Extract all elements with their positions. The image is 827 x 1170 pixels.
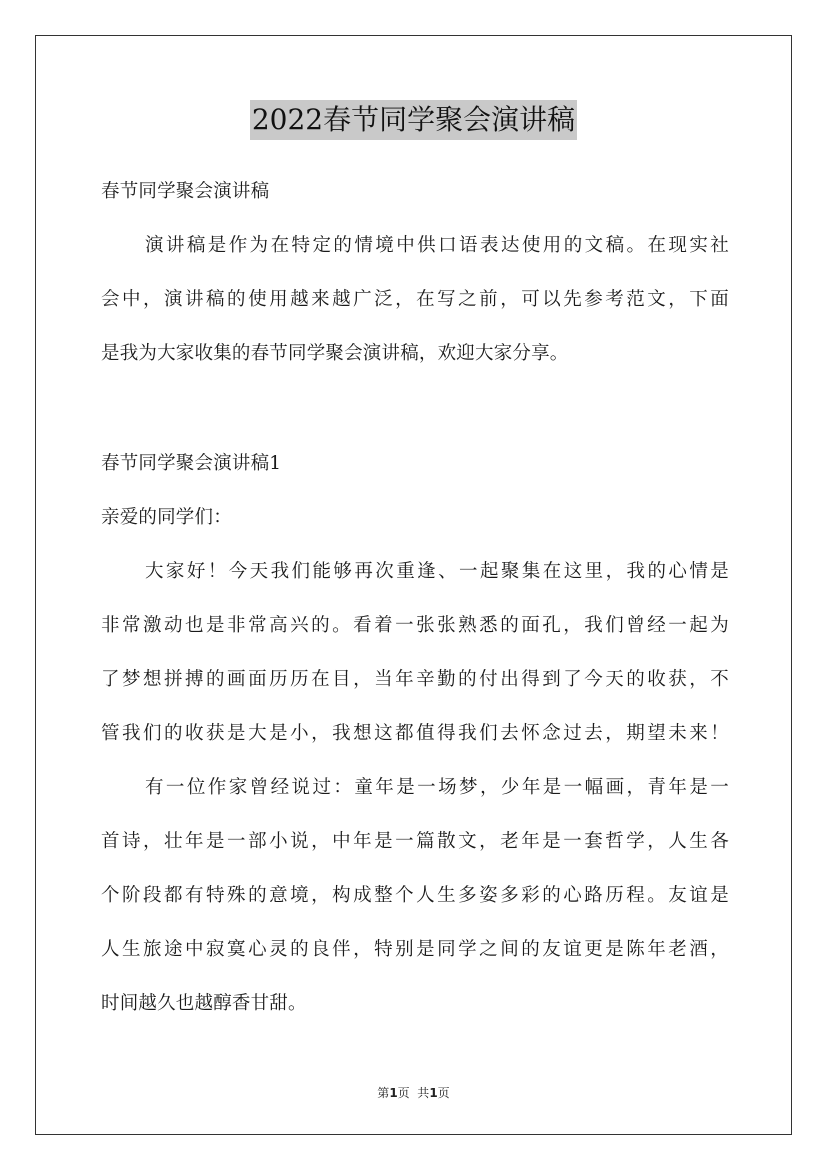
footer-middle: 页 共 (397, 1086, 430, 1100)
intro-line: 会中，演讲稿的使用越来越广泛，在写之前，可以先参考范文，下面 (101, 289, 729, 310)
para2-line: 人生旅途中寂寞心灵的良伴，特别是同学之间的友谊更是陈年老酒， (101, 939, 729, 960)
footer-suffix: 页 (437, 1086, 450, 1100)
current-page-number: 1 (389, 1086, 398, 1100)
para2-line: 个阶段都有特殊的意境，构成整个人生多姿多彩的心路历程。友谊是 (101, 885, 729, 906)
para2-line: 时间越久也越醇香甘甜。 (101, 993, 307, 1014)
para2-line: 有一位作家曾经说过：童年是一场梦，少年是一幅画，青年是一 (145, 777, 729, 798)
greeting: 亲爱的同学们： (101, 507, 232, 528)
title-container (0, 100, 827, 140)
paragraph-2 (101, 761, 729, 1031)
subtitle-block (101, 165, 729, 219)
para1-line: 大家好！今天我们能够再次重逢、一起聚集在这里，我的心情是 (145, 561, 729, 582)
para1-line: 管我们的收获是大是小，我想这都值得我们去怀念过去，期望未来！ (101, 723, 729, 744)
section-heading: 春节同学聚会演讲稿1 (101, 453, 282, 474)
intro-paragraph (101, 219, 729, 381)
paragraph-1 (101, 545, 729, 761)
page-footer (0, 1084, 827, 1101)
footer-prefix: 第 (377, 1086, 390, 1100)
section-heading-block (101, 437, 729, 545)
intro-line: 演讲稿是作为在特定的情境中供口语表达使用的文稿。在现实社 (145, 235, 729, 256)
para2-line: 首诗，壮年是一部小说，中年是一篇散文，老年是一套哲学，人生各 (101, 831, 729, 852)
subtitle: 春节同学聚会演讲稿 (101, 181, 270, 202)
para1-line: 了梦想拼搏的画面历历在目，当年辛勤的付出得到了今天的收获，不 (101, 669, 729, 690)
document-title: 2022春节同学聚会演讲稿 (250, 100, 577, 140)
total-page-number: 1 (429, 1086, 438, 1100)
para1-line: 非常激动也是非常高兴的。看着一张张熟悉的面孔，我们曾经一起为 (101, 615, 729, 636)
intro-line: 是我为大家收集的春节同学聚会演讲稿，欢迎大家分享。 (101, 343, 569, 364)
